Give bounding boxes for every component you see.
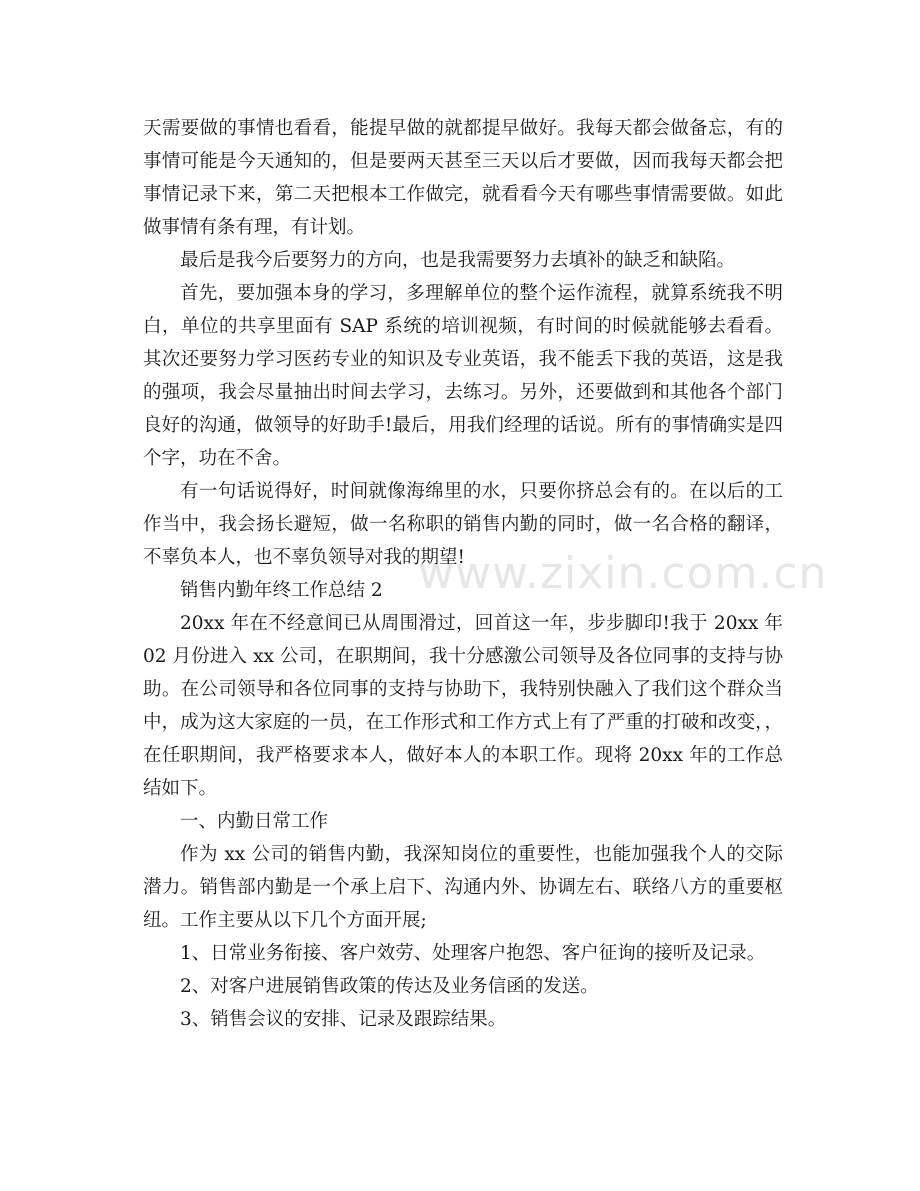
paragraph: 有一句话说得好，时间就像海绵里的水，只要你挤总会有的。在以后的工作当中，我会扬长避短，做一名称职的销售内勤的同时，做一名合格的翻译，不辜负本人，也不辜负领导对我的期望! xyxy=(143,481,783,568)
section-title: 销售内勤年终工作总结 2 xyxy=(180,580,383,601)
list-item: 1、日常业务衔接、客户效劳、处理客户抱怨、客户征询的接听及记录。 xyxy=(180,943,766,964)
paragraph: 天需要做的事情也看看，能提早做的就都提早做好。我每天都会做备忘，有的事情可能是今天通知的，但是要两天甚至三天以后才要做，因而我每天都会把事情记录下来，第二天把根本工作做完，就看看今天有哪些事情需要做。如此做事情有条有理，有计划。 xyxy=(143,118,783,238)
list-item: 3、销售会议的安排、记录及跟踪结果。 xyxy=(180,1009,507,1030)
paragraph: 作为 xx 公司的销售内勤，我深知岗位的重要性，也能加强我个人的交际潜力。销售部内勤是一个承上启下、沟通内外、协调左右、联络八方的重要枢纽。工作主要从以下几个方面开展; xyxy=(143,844,783,931)
watermark: www.zixin.com.cn xyxy=(418,548,828,599)
paragraph: 20xx 年在不经意间已从周围滑过，回首这一年，步步脚印!我于 20xx 年 02 月份进入 xx 公司，在职期间，我十分感激公司领导及各位同事的支持与协助。在公司领导和各位同事的支持与协助下，我特别快融入了我们这个群众当中，成为这大家庭的一员，在工作形式和工作方式上有了严重的打破和改变，，在任职期间，我严格要求本人，做好本人的本职工作。现将 20xx 年的工作总结如下。 xyxy=(143,613,783,799)
document-body xyxy=(143,112,783,1036)
list-item: 2、对客户进展销售政策的传达及业务信函的发送。 xyxy=(180,976,599,997)
paragraph: 首先，要加强本身的学习，多理解单位的整个运作流程，就算系统我不明白，单位的共享里面有 SAP 系统的培训视频，有时间的时候就能够去看看。其次还要努力学习医药专业的知识及专业英语，我不能丢下我的英语，这是我的强项，我会尽量抽出时间去学习，去练习。另外，还要做到和其他各个部门良好的沟通，做领导的好助手!最后，用我们经理的话说。所有的事情确实是四个字，功在不舍。 xyxy=(143,283,783,469)
subsection-heading: 一、内勤日常工作 xyxy=(180,811,329,832)
paragraph: 最后是我今后要努力的方向，也是我需要努力去填补的缺乏和缺陷。 xyxy=(180,250,736,271)
